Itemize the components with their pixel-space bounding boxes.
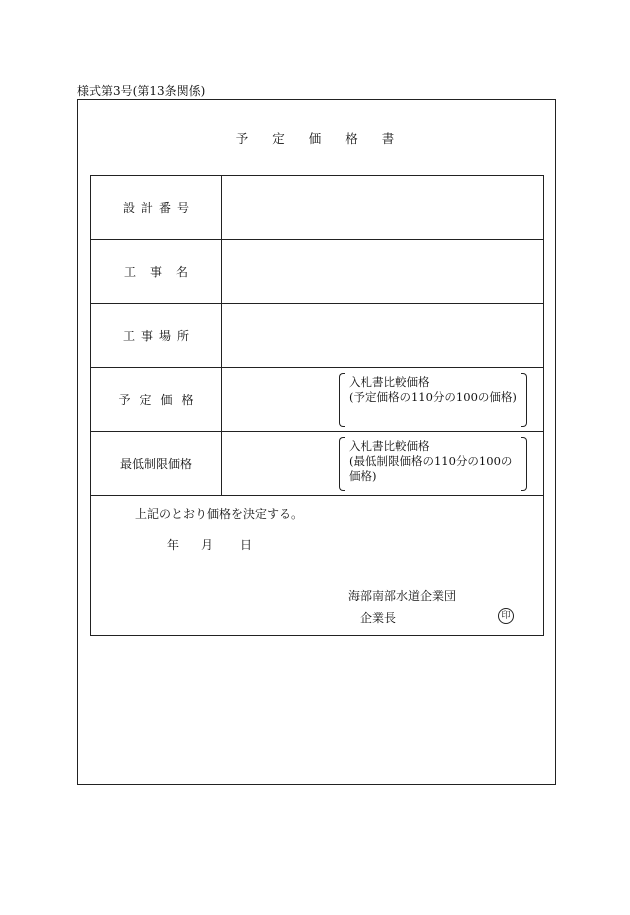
row-work-location <box>91 304 543 368</box>
seal-mark: 印 <box>498 608 514 624</box>
day-label: 日 <box>240 538 253 552</box>
bracket-title: 入札書比較価格 <box>349 439 430 453</box>
bid-comparison-bracket <box>339 373 527 427</box>
bracket-title: 入札書比較価格 <box>349 375 430 389</box>
label-work-location: 工事場所 <box>91 304 222 367</box>
position-title: 企業長 <box>360 611 397 625</box>
row-planned-price <box>91 368 543 432</box>
bracket-right <box>521 437 527 491</box>
value-work-location <box>222 304 543 367</box>
label-work-name: 工事名 <box>91 240 222 303</box>
bracket-right <box>521 373 527 427</box>
month-label: 月 <box>201 538 214 552</box>
row-design-number <box>91 176 543 240</box>
value-work-name <box>222 240 543 303</box>
date-line <box>167 536 252 553</box>
label-planned-price: 予定価格 <box>91 368 222 431</box>
label-minimum-price: 最低制限価格 <box>91 432 222 495</box>
document-title: 予定価格書 <box>235 131 419 146</box>
row-work-name <box>91 240 543 304</box>
value-design-number <box>222 176 543 239</box>
value-minimum-price <box>222 432 543 495</box>
bracket-note: (予定価格の110分の100の価格) <box>349 390 517 404</box>
year-label: 年 <box>167 538 180 552</box>
form-number: 様式第3号(第13条関係) <box>77 84 206 98</box>
bracket-left <box>339 437 345 491</box>
decision-statement: 上記のとおり価格を決定する。 <box>135 507 304 521</box>
price-table <box>90 175 544 636</box>
row-minimum-price <box>91 432 543 496</box>
organization-name: 海部南部水道企業団 <box>348 589 457 603</box>
bracket-note: (最低制限価格の110分の100の価格) <box>349 454 513 483</box>
value-planned-price <box>222 368 543 431</box>
bid-comparison-bracket <box>339 437 527 491</box>
bracket-left <box>339 373 345 427</box>
decision-section <box>91 496 543 635</box>
label-design-number: 設計番号 <box>91 176 222 239</box>
